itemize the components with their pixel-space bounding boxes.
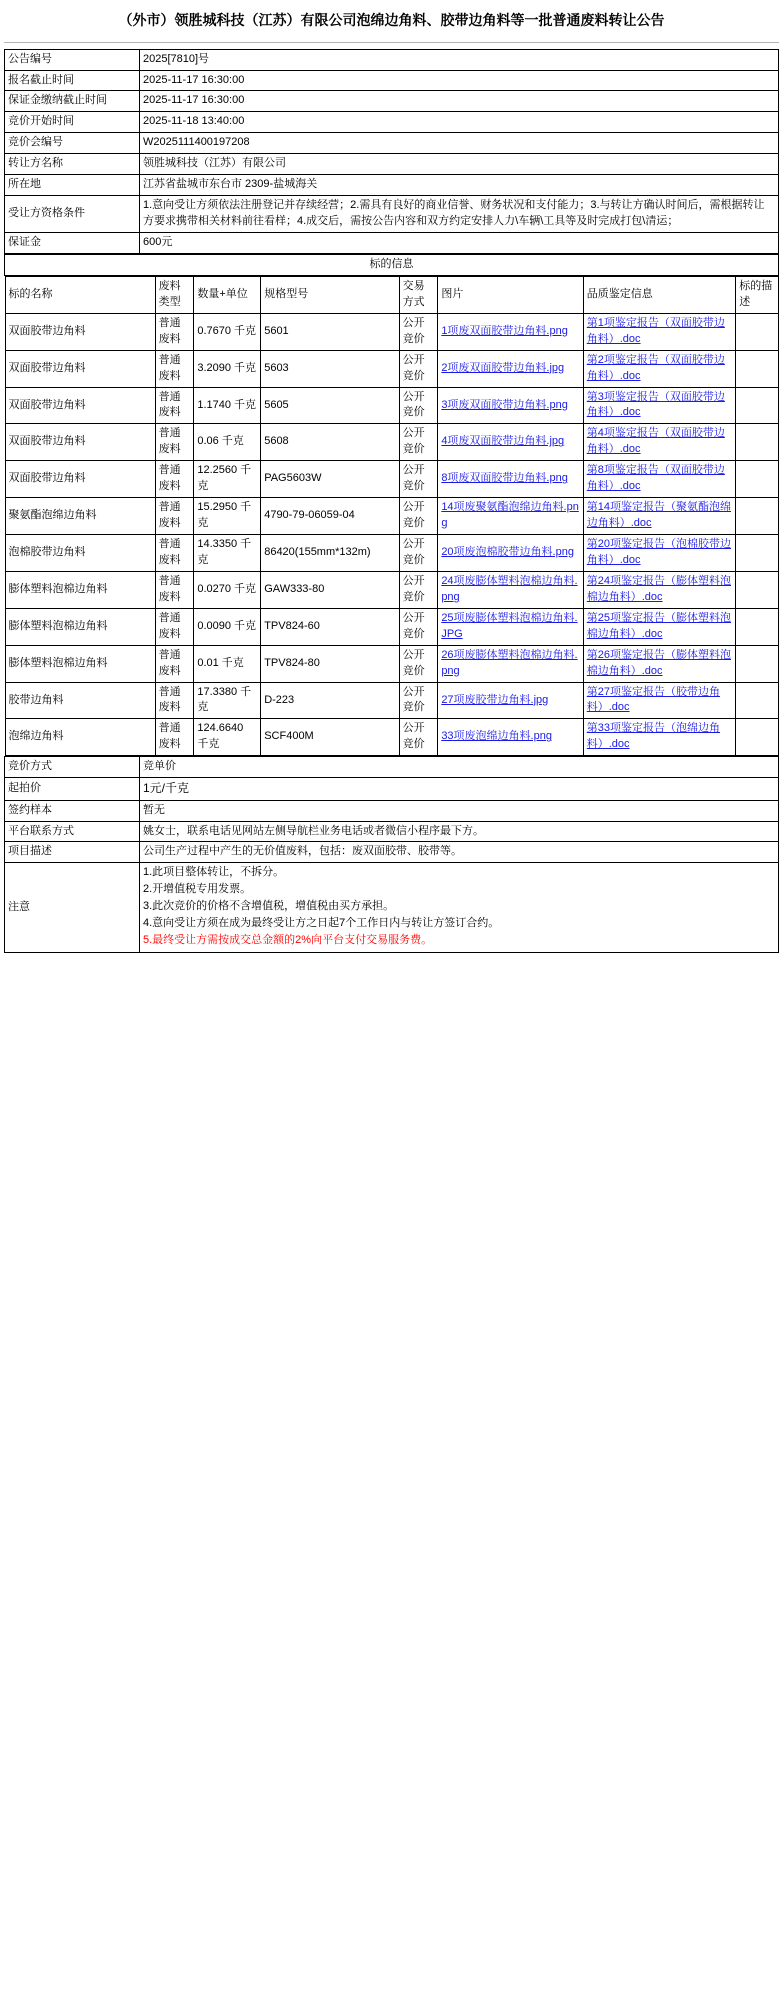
item-quality-report-cell <box>583 645 735 682</box>
row-label: 起拍价 <box>5 778 140 800</box>
item-trade-mode: 公开竞价 <box>399 350 438 387</box>
item-description <box>736 313 778 350</box>
table-row-platform-contact <box>5 821 779 842</box>
table-row-transferor <box>5 154 779 175</box>
item-quality-report-cell <box>583 461 735 498</box>
notice-list <box>140 863 779 953</box>
item-spec: GAW333-80 <box>261 571 399 608</box>
item-waste-type: 普通废料 <box>155 571 194 608</box>
table-row <box>5 682 778 719</box>
item-name: 双面胶带边角料 <box>5 313 155 350</box>
item-description <box>736 608 778 645</box>
item-quantity: 0.0090 千克 <box>194 608 261 645</box>
table-row <box>5 424 778 461</box>
item-quantity: 12.2560 千克 <box>194 461 261 498</box>
column-header-qty: 数量+单位 <box>194 276 261 313</box>
table-row <box>5 350 778 387</box>
item-picture-link[interactable]: 26项废膨体塑料泡棉边角料.png <box>441 648 578 677</box>
item-waste-type: 普通废料 <box>155 719 194 756</box>
notice-line: 1.此项目整体转让，不拆分。 <box>143 866 285 879</box>
column-header-type: 废料类型 <box>155 276 194 313</box>
item-quantity: 17.3380 千克 <box>194 682 261 719</box>
item-picture-link[interactable]: 4项废双面胶带边角料.jpg <box>441 435 565 448</box>
item-quality-report-cell <box>583 608 735 645</box>
row-value: 江苏省盐城市东台市 2309-盐城海关 <box>140 175 779 196</box>
item-name: 双面胶带边角料 <box>5 424 155 461</box>
row-value: W2025111400197208 <box>140 133 779 154</box>
item-quality-report-cell <box>583 350 735 387</box>
announcement-page <box>0 0 783 953</box>
table-row <box>5 461 778 498</box>
item-picture-cell <box>438 645 583 682</box>
row-label: 所在地 <box>5 175 140 196</box>
table-row <box>5 571 778 608</box>
item-spec: SCF400M <box>261 719 399 756</box>
table-row-signup-deadline <box>5 70 779 91</box>
row-label: 公告编号 <box>5 49 140 70</box>
item-quantity: 14.3350 千克 <box>194 535 261 572</box>
table-row <box>5 645 778 682</box>
column-header-name: 标的名称 <box>5 276 155 313</box>
row-label: 报名截止时间 <box>5 70 140 91</box>
row-value: 600元 <box>140 233 779 254</box>
table-row <box>5 498 778 535</box>
item-description <box>736 424 778 461</box>
item-waste-type: 普通废料 <box>155 424 194 461</box>
item-trade-mode: 公开竞价 <box>399 313 438 350</box>
notice-line: 3.此次竞价的价格不含增值税，增值税由买方承担。 <box>143 900 395 913</box>
row-value: 竞单价 <box>140 757 779 778</box>
item-name: 泡棉胶带边角料 <box>5 535 155 572</box>
item-spec: PAG5603W <box>261 461 399 498</box>
item-quality-report-cell <box>583 387 735 424</box>
column-header-pic: 图片 <box>438 276 583 313</box>
page-title: （外市）领胜城科技（江苏）有限公司泡绵边角料、胶带边角料等一批普通废料转让公告 <box>118 14 665 29</box>
item-waste-type: 普通废料 <box>155 645 194 682</box>
item-name: 膨体塑料泡棉边角料 <box>5 645 155 682</box>
notice-line-highlighted: 5.最终受让方需按成交总金额的2%向平台支付交易服务费。 <box>143 934 433 947</box>
row-label: 注意 <box>5 863 140 953</box>
item-quantity: 0.01 千克 <box>194 645 261 682</box>
item-quantity: 0.7670 千克 <box>194 313 261 350</box>
item-trade-mode: 公开竞价 <box>399 608 438 645</box>
item-picture-cell <box>438 608 583 645</box>
item-quality-report-link[interactable]: 第3项鉴定报告（双面胶带边角料）.doc <box>586 390 725 419</box>
item-quantity: 124.6640 千克 <box>194 719 261 756</box>
item-quality-report-cell <box>583 424 735 461</box>
column-header-spec: 规格型号 <box>261 276 399 313</box>
row-label: 转让方名称 <box>5 154 140 175</box>
item-picture-link[interactable]: 8项废双面胶带边角料.png <box>441 472 568 485</box>
item-picture-link[interactable]: 20项废泡棉胶带边角料.png <box>441 546 574 558</box>
item-picture-cell <box>438 498 583 535</box>
row-label: 竞价开始时间 <box>5 112 140 133</box>
item-description <box>736 719 778 756</box>
item-spec: 86420(155mm*132m) <box>261 535 399 572</box>
row-value: 2025-11-17 16:30:00 <box>140 91 779 112</box>
item-spec: 4790-79-06059-04 <box>261 498 399 535</box>
item-spec: 5603 <box>261 350 399 387</box>
item-description <box>736 498 778 535</box>
item-name: 双面胶带边角料 <box>5 350 155 387</box>
item-quality-report-cell <box>583 682 735 719</box>
item-trade-mode: 公开竞价 <box>399 461 438 498</box>
item-quality-report-cell <box>583 571 735 608</box>
table-row <box>5 387 778 424</box>
item-quality-report-cell <box>583 498 735 535</box>
item-name: 双面胶带边角料 <box>5 461 155 498</box>
item-trade-mode: 公开竞价 <box>399 682 438 719</box>
items-table-body <box>5 276 778 755</box>
items-section-title: 标的信息 <box>5 254 779 275</box>
item-picture-link[interactable]: 3项废双面胶带边角料.png <box>441 398 568 411</box>
item-quality-report-link[interactable]: 第24项鉴定报告（膨体塑料泡棉边角料）.doc <box>586 574 731 603</box>
item-picture-cell <box>438 461 583 498</box>
table-row-project-description <box>5 842 779 863</box>
item-trade-mode: 公开竞价 <box>399 571 438 608</box>
table-row-deposit-deadline <box>5 91 779 112</box>
row-label: 签约样本 <box>5 800 140 821</box>
row-label: 保证金 <box>5 233 140 254</box>
item-quality-report-link[interactable]: 第2项鉴定报告（双面胶带边角料）.doc <box>586 353 725 382</box>
item-picture-link[interactable]: 2项废双面胶带边角料.jpg <box>441 361 565 374</box>
row-value: 2025-11-18 13:40:00 <box>140 112 779 133</box>
item-spec: 5605 <box>261 387 399 424</box>
item-quality-report-link[interactable]: 第1项鉴定报告（双面胶带边角料）.doc <box>586 316 725 345</box>
item-picture-cell <box>438 424 583 461</box>
items-table <box>5 276 779 756</box>
item-name: 聚氨酯泡绵边角料 <box>5 498 155 535</box>
table-row-announcement-no <box>5 49 779 70</box>
title-divider <box>4 42 779 43</box>
row-value: 1元/千克 <box>140 778 779 800</box>
item-description <box>736 571 778 608</box>
item-waste-type: 普通废料 <box>155 535 194 572</box>
item-quality-report-link[interactable]: 第33项鉴定报告（泡绵边角料）.doc <box>586 722 720 751</box>
column-header-qc: 品质鉴定信息 <box>583 276 735 313</box>
table-row-items-section-header <box>5 254 779 275</box>
item-trade-mode: 公开竞价 <box>399 719 438 756</box>
item-name: 膨体塑料泡棉边角料 <box>5 571 155 608</box>
row-label: 项目描述 <box>5 842 140 863</box>
item-picture-cell <box>438 682 583 719</box>
notice-line: 4.意向受让方须在成为最终受让方之日起7个工作日内与转让方签订合约。 <box>143 917 500 930</box>
item-waste-type: 普通废料 <box>155 608 194 645</box>
item-spec: TPV824-60 <box>261 608 399 645</box>
item-quality-report-link[interactable]: 第25项鉴定报告（膨体塑料泡棉边角料）.doc <box>586 611 731 640</box>
row-value: 2025-11-17 16:30:00 <box>140 70 779 91</box>
item-picture-link[interactable]: 25项废膨体塑料泡棉边角料.JPG <box>441 611 578 640</box>
item-picture-link[interactable]: 14项废聚氨酯泡绵边角料.png <box>441 501 579 530</box>
item-description <box>736 535 778 572</box>
item-picture-cell <box>438 719 583 756</box>
item-waste-type: 普通废料 <box>155 313 194 350</box>
table-row-items-container <box>5 275 779 756</box>
row-value: 公司生产过程中产生的无价值废料，包括：废双面胶带、胶带等。 <box>140 842 779 863</box>
row-value: 姚女士，联系电话见网站左侧导航栏业务电话或者微信小程序最下方。 <box>140 821 779 842</box>
item-spec: 5601 <box>261 313 399 350</box>
item-quality-report-link[interactable]: 第8项鉴定报告（双面胶带边角料）.doc <box>586 464 725 493</box>
item-waste-type: 普通废料 <box>155 350 194 387</box>
item-quality-report-link[interactable]: 第14项鉴定报告（聚氨酯泡绵边角料）.doc <box>586 501 731 530</box>
table-row-location <box>5 175 779 196</box>
item-spec: D-223 <box>261 682 399 719</box>
row-label: 保证金缴纳截止时间 <box>5 91 140 112</box>
column-header-mode: 交易方式 <box>399 276 438 313</box>
table-row-deposit <box>5 233 779 254</box>
item-trade-mode: 公开竞价 <box>399 387 438 424</box>
table-row-qualification <box>5 196 779 233</box>
item-picture-cell <box>438 535 583 572</box>
item-name: 泡绵边角料 <box>5 719 155 756</box>
item-trade-mode: 公开竞价 <box>399 424 438 461</box>
item-quality-report-cell <box>583 719 735 756</box>
item-picture-cell <box>438 350 583 387</box>
row-label: 平台联系方式 <box>5 821 140 842</box>
table-row-notice <box>5 863 779 953</box>
item-waste-type: 普通废料 <box>155 498 194 535</box>
announcement-table-body <box>5 49 779 953</box>
row-label: 竞价方式 <box>5 757 140 778</box>
table-row <box>5 313 778 350</box>
row-value: 1.意向受让方须依法注册登记并存续经营；2.需具有良好的商业信誉、财务状况和支付能力；3.与转让方确认时间后，需根据转让方要求携带相关材料前往看样；4.成交后，需按公告内容和双方约定安排人力\车辆\工具等及时完成打包\清运； <box>140 196 779 233</box>
table-row-bid-method <box>5 757 779 778</box>
row-value: 领胜城科技（江苏）有限公司 <box>140 154 779 175</box>
item-quantity: 0.0270 千克 <box>194 571 261 608</box>
item-picture-cell <box>438 313 583 350</box>
item-quality-report-link[interactable]: 第20项鉴定报告（泡棉胶带边角料）.doc <box>586 538 731 566</box>
announcement-table <box>4 49 779 954</box>
notice-line: 2.开增值税专用发票。 <box>143 883 252 896</box>
item-picture-link[interactable]: 27项废胶带边角料.jpg <box>441 693 549 706</box>
item-quality-report-link[interactable]: 第26项鉴定报告（膨体塑料泡棉边角料）.doc <box>586 648 731 677</box>
item-quality-report-cell <box>583 313 735 350</box>
items-cell <box>5 275 779 756</box>
item-quantity: 3.2090 千克 <box>194 350 261 387</box>
table-row-sample <box>5 800 779 821</box>
item-waste-type: 普通废料 <box>155 461 194 498</box>
item-quality-report-cell <box>583 535 735 572</box>
item-waste-type: 普通废料 <box>155 682 194 719</box>
item-picture-link[interactable]: 1项废双面胶带边角料.png <box>441 324 568 337</box>
item-trade-mode: 公开竞价 <box>399 498 438 535</box>
table-row <box>5 719 778 756</box>
item-name: 双面胶带边角料 <box>5 387 155 424</box>
item-spec: 5608 <box>261 424 399 461</box>
row-label: 受让方资格条件 <box>5 196 140 233</box>
item-picture-cell <box>438 387 583 424</box>
column-header-desc: 标的描述 <box>736 276 778 313</box>
item-quality-report-link[interactable]: 第4项鉴定报告（双面胶带边角料）.doc <box>586 427 725 456</box>
item-description <box>736 682 778 719</box>
items-header-row <box>5 276 778 313</box>
row-value: 暂无 <box>140 800 779 821</box>
item-trade-mode: 公开竞价 <box>399 645 438 682</box>
item-picture-cell <box>438 571 583 608</box>
item-description <box>736 387 778 424</box>
item-quantity: 0.06 千克 <box>194 424 261 461</box>
item-picture-link[interactable]: 33项废泡绵边角料.png <box>441 730 552 743</box>
item-waste-type: 普通废料 <box>155 387 194 424</box>
item-description <box>736 350 778 387</box>
row-value: 2025[7810]号 <box>140 49 779 70</box>
item-quantity: 15.2950 千克 <box>194 498 261 535</box>
table-row-auction-no <box>5 133 779 154</box>
item-spec: TPV824-80 <box>261 645 399 682</box>
table-row <box>5 535 778 572</box>
item-name: 膨体塑料泡棉边角料 <box>5 608 155 645</box>
item-quality-report-link[interactable]: 第27项鉴定报告（胶带边角料）.doc <box>586 685 720 714</box>
row-label: 竞价会编号 <box>5 133 140 154</box>
table-row-bid-start-time <box>5 112 779 133</box>
table-row <box>5 608 778 645</box>
item-description <box>736 645 778 682</box>
item-name: 胶带边角料 <box>5 682 155 719</box>
item-description <box>736 461 778 498</box>
item-quantity: 1.1740 千克 <box>194 387 261 424</box>
item-picture-link[interactable]: 24项废膨体塑料泡棉边角料.png <box>441 574 578 603</box>
table-row-start-price <box>5 778 779 800</box>
item-trade-mode: 公开竞价 <box>399 535 438 572</box>
